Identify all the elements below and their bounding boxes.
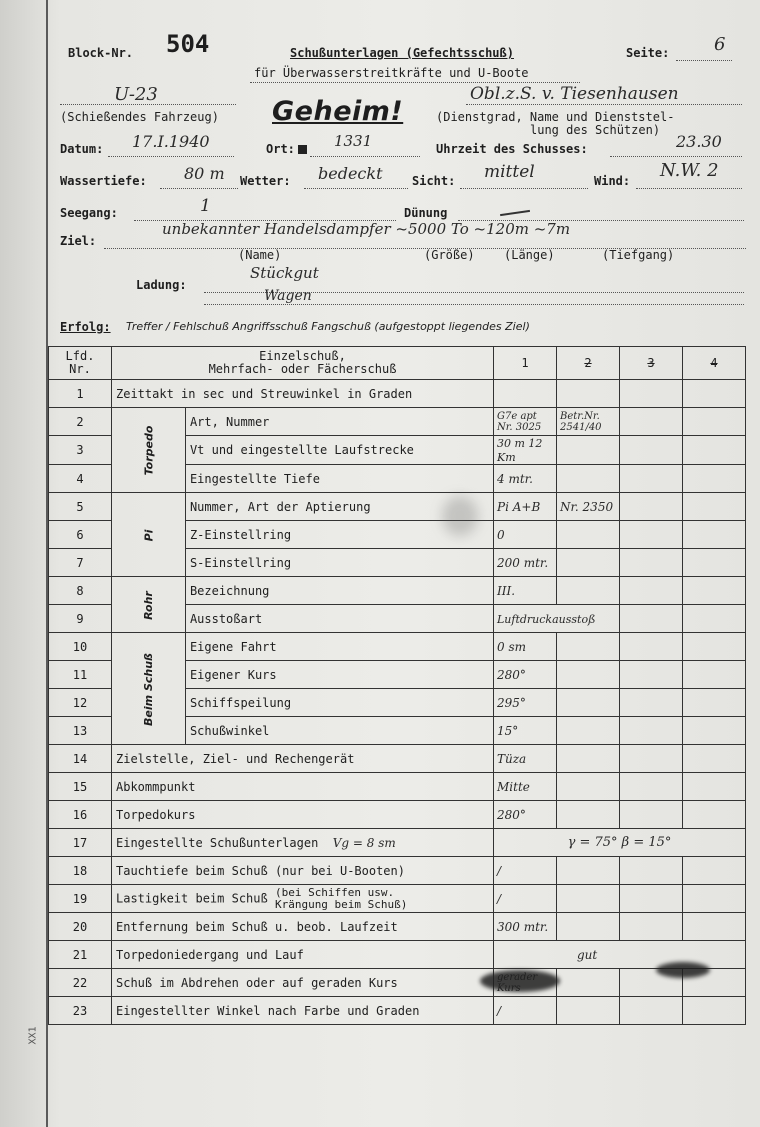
- vessel-label: (Schießendes Fahrzeug): [60, 110, 219, 124]
- ziel-value: unbekannter Handelsdampfer ~5000 To ~120m ~7m: [162, 220, 571, 238]
- row-no: 21: [49, 941, 112, 969]
- row-v1: 295°: [494, 689, 557, 717]
- row-label: Z-Einstellring: [185, 521, 493, 549]
- row-v1: 280°: [494, 661, 557, 689]
- wetter-line: [304, 188, 408, 189]
- row-v1: G7e apt Nr. 3025: [494, 408, 557, 436]
- group-pi: Pi: [112, 493, 186, 577]
- row-no: 8: [49, 577, 112, 605]
- row-v1: gut: [494, 941, 746, 969]
- table-row: 23 Eingestellter Winkel nach Farbe und Graden /: [49, 997, 746, 1025]
- row-label: Eingestellte Schußunterlagen Vg = 8 sm: [112, 829, 494, 857]
- shot-data-table: [48, 346, 746, 1025]
- row-label: Tauchtiefe beim Schuß (nur bei U-Booten): [112, 857, 494, 885]
- ziel-sub-tiefgang: (Tiefgang): [602, 248, 675, 262]
- shooter-line: [466, 104, 742, 105]
- ort-label: Ort:: [266, 142, 295, 156]
- table-row: 18 Tauchtiefe beim Schuß (nur bei U-Booten) /: [49, 857, 746, 885]
- row-no: 14: [49, 745, 112, 773]
- row-label: Eingestellter Winkel nach Farbe und Graden: [112, 997, 494, 1025]
- sicht-value: mittel: [484, 162, 535, 182]
- row-no: 15: [49, 773, 112, 801]
- ort-checkbox: [298, 145, 307, 154]
- header-desc-line-1: Einzelschuß,: [259, 349, 346, 363]
- table-row: [49, 801, 746, 829]
- ort-line: [310, 156, 420, 157]
- table-row: [49, 577, 746, 605]
- seite-value: 6: [714, 34, 726, 55]
- erfolg-label: Erfolg:: [60, 320, 111, 334]
- shooter-value: Obl.z.S. v. Tiesenhausen: [470, 84, 679, 104]
- row-v1: Tüza: [494, 745, 557, 773]
- row-no: 12: [49, 689, 112, 717]
- datum-label: Datum:: [60, 142, 104, 156]
- row-no: 5: [49, 493, 112, 521]
- wetter-label: Wetter:: [240, 174, 291, 188]
- wassertiefe-label: Wassertiefe:: [60, 174, 147, 188]
- row-no: 4: [49, 465, 112, 493]
- row-label: Schußwinkel: [185, 717, 493, 745]
- ladung-label: Ladung:: [136, 278, 187, 292]
- row-label: Zielstelle, Ziel- und Rechengerät: [112, 745, 494, 773]
- shooter-label-2: lung des Schützen): [530, 123, 661, 137]
- block-label: Block-Nr.: [68, 46, 134, 60]
- uhrzeit-line: [610, 156, 742, 157]
- row-no: 9: [49, 605, 112, 633]
- wind-label: Wind:: [594, 174, 631, 188]
- wassertiefe-value: 80 m: [184, 164, 225, 183]
- ziel-sub-name: (Name): [238, 248, 282, 262]
- ort-value: 1331: [334, 132, 373, 150]
- table-row: [49, 913, 746, 941]
- vessel-value: U-23: [114, 84, 158, 105]
- ink-smear: [480, 970, 560, 992]
- row-no: 3: [49, 436, 112, 465]
- row-label: Lastigkeit beim Schuß (bei Schiffen usw. Krängung beim Schuß): [112, 885, 494, 913]
- row-label: Vt und eingestellte Laufstrecke: [185, 436, 493, 465]
- ink-blot: [442, 496, 478, 536]
- ziel-label: Ziel:: [60, 234, 97, 248]
- row-v1: 0: [494, 521, 557, 549]
- wetter-value: bedeckt: [318, 164, 383, 183]
- row-label: Eigene Fahrt: [185, 633, 493, 661]
- duenung-dash: [500, 210, 530, 216]
- group-torpedo: Torpedo: [112, 408, 186, 493]
- row-label: Torpedokurs: [112, 801, 494, 829]
- table-row: [49, 380, 746, 408]
- header-col-4: 4: [683, 347, 746, 380]
- duenung-label: Dünung: [404, 206, 448, 220]
- row-label: Torpedoniedergang und Lauf: [112, 941, 494, 969]
- row-label: Zeittakt in sec und Streuwinkel in Graden: [112, 380, 494, 408]
- header-col-2: 2: [557, 347, 620, 380]
- header-col-3: 3: [620, 347, 683, 380]
- seite-label: Seite:: [626, 46, 670, 60]
- row-v1: III.: [494, 577, 557, 605]
- row-v2: Betr.Nr. 2541/40: [557, 408, 620, 436]
- row-no: 20: [49, 913, 112, 941]
- row-label: Abkommpunkt: [112, 773, 494, 801]
- header-desc-line-2: Mehrfach- oder Fächerschuß: [208, 362, 397, 376]
- row-no: 10: [49, 633, 112, 661]
- row-no: 13: [49, 717, 112, 745]
- header-col-1: 1: [494, 347, 557, 380]
- wind-value: N.W. 2: [660, 160, 719, 181]
- row-no: 23: [49, 997, 112, 1025]
- row-label: Schuß im Abdrehen oder auf geraden Kurs: [112, 969, 494, 997]
- margin-note: XX1: [27, 1026, 39, 1045]
- header-no: Lfd. Nr.: [49, 347, 112, 380]
- wind-line: [636, 188, 742, 189]
- ink-smear-2: [656, 962, 710, 978]
- ziel-sub-groesse: (Größe): [424, 248, 475, 262]
- row-v1: 200 mtr.: [494, 549, 557, 577]
- row-v1: 4 mtr.: [494, 465, 557, 493]
- datum-line: [108, 156, 234, 157]
- header-desc: [112, 347, 494, 380]
- row-label: Nummer, Art der Aptierung: [185, 493, 493, 521]
- group-rohr: Rohr: [112, 577, 186, 633]
- erfolg-options: Treffer / Fehlschuß Angriffsschuß Fangschuß (aufgestoppt liegendes Ziel): [126, 320, 530, 333]
- row-no: 2: [49, 408, 112, 436]
- ladung-value-1: Stückgut: [250, 264, 319, 282]
- sicht-label: Sicht:: [412, 174, 456, 188]
- ziel-sub-laenge: (Länge): [504, 248, 555, 262]
- row-v1: 0 sm: [494, 633, 557, 661]
- shooter-label-1: (Dienstgrad, Name und Dienststel-: [436, 110, 675, 124]
- seite-line: [676, 60, 732, 61]
- table-row: [49, 493, 746, 521]
- row-no: 1: [49, 380, 112, 408]
- form-subtitle: für Überwasserstreitkräfte und U-Boote: [254, 66, 529, 80]
- table-row: [49, 633, 746, 661]
- row-label: Entfernung beim Schuß u. beob. Laufzeit: [112, 913, 494, 941]
- row-no: 16: [49, 801, 112, 829]
- form-title: Schußunterlagen (Gefechtsschuß): [290, 46, 514, 60]
- row-no: 11: [49, 661, 112, 689]
- row-v1: [494, 380, 557, 408]
- row-no: 18: [49, 857, 112, 885]
- ladung-value-2: Wagen: [264, 288, 312, 304]
- row-label: Eingestellte Tiefe: [185, 465, 493, 493]
- table-header-row: [49, 347, 746, 380]
- row-label: Bezeichnung: [185, 577, 493, 605]
- ladung-line-2: [204, 304, 744, 305]
- row-v2: γ = 75° β = 15°: [494, 829, 746, 857]
- row-v1: Luftdruckausstoß: [494, 605, 620, 633]
- seegang-value: 1: [200, 196, 211, 216]
- row-v1: Vg = 8 sm: [332, 835, 396, 850]
- row-no: 7: [49, 549, 112, 577]
- row-v1: 280°: [494, 801, 557, 829]
- table-row: [49, 941, 746, 969]
- row-v1: 30 m 12 Km: [494, 436, 557, 465]
- row-v1: 15°: [494, 717, 557, 745]
- row-no: 22: [49, 969, 112, 997]
- row-no: 17: [49, 829, 112, 857]
- table-row: [49, 773, 746, 801]
- seegang-label: Seegang:: [60, 206, 118, 220]
- table-row: 19 Lastigkeit beim Schuß (bei Schiffen usw. Krängung beim Schuß) /: [49, 885, 746, 913]
- sicht-line: [460, 188, 588, 189]
- row-label: Schiffspeilung: [185, 689, 493, 717]
- row-no: 6: [49, 521, 112, 549]
- subtitle-rule: [250, 82, 580, 83]
- uhrzeit-value: 23.30: [676, 132, 722, 151]
- wassertiefe-line: [160, 188, 238, 189]
- block-number: 504: [166, 30, 210, 58]
- row-label: S-Einstellring: [185, 549, 493, 577]
- row-v1: Mitte: [494, 773, 557, 801]
- vessel-line: [60, 104, 236, 105]
- row-label: Art, Nummer: [185, 408, 493, 436]
- row-no: 19: [49, 885, 112, 913]
- table-row: [49, 829, 746, 857]
- geheim-stamp: Geheim!: [272, 96, 404, 127]
- row-v1: 300 mtr.: [494, 913, 557, 941]
- table-row: [49, 969, 746, 997]
- table-row: [49, 745, 746, 773]
- row-label: Ausstoßart: [185, 605, 493, 633]
- uhrzeit-label: Uhrzeit des Schusses:: [436, 142, 588, 156]
- row-label: Eigener Kurs: [185, 661, 493, 689]
- datum-value: 17.I.1940: [132, 132, 210, 151]
- table-row: [49, 408, 746, 436]
- row-v2: Nr. 2350: [557, 493, 620, 521]
- group-beim-schuss: Beim Schuß: [112, 633, 186, 745]
- row-v1: Pi A+B: [494, 493, 557, 521]
